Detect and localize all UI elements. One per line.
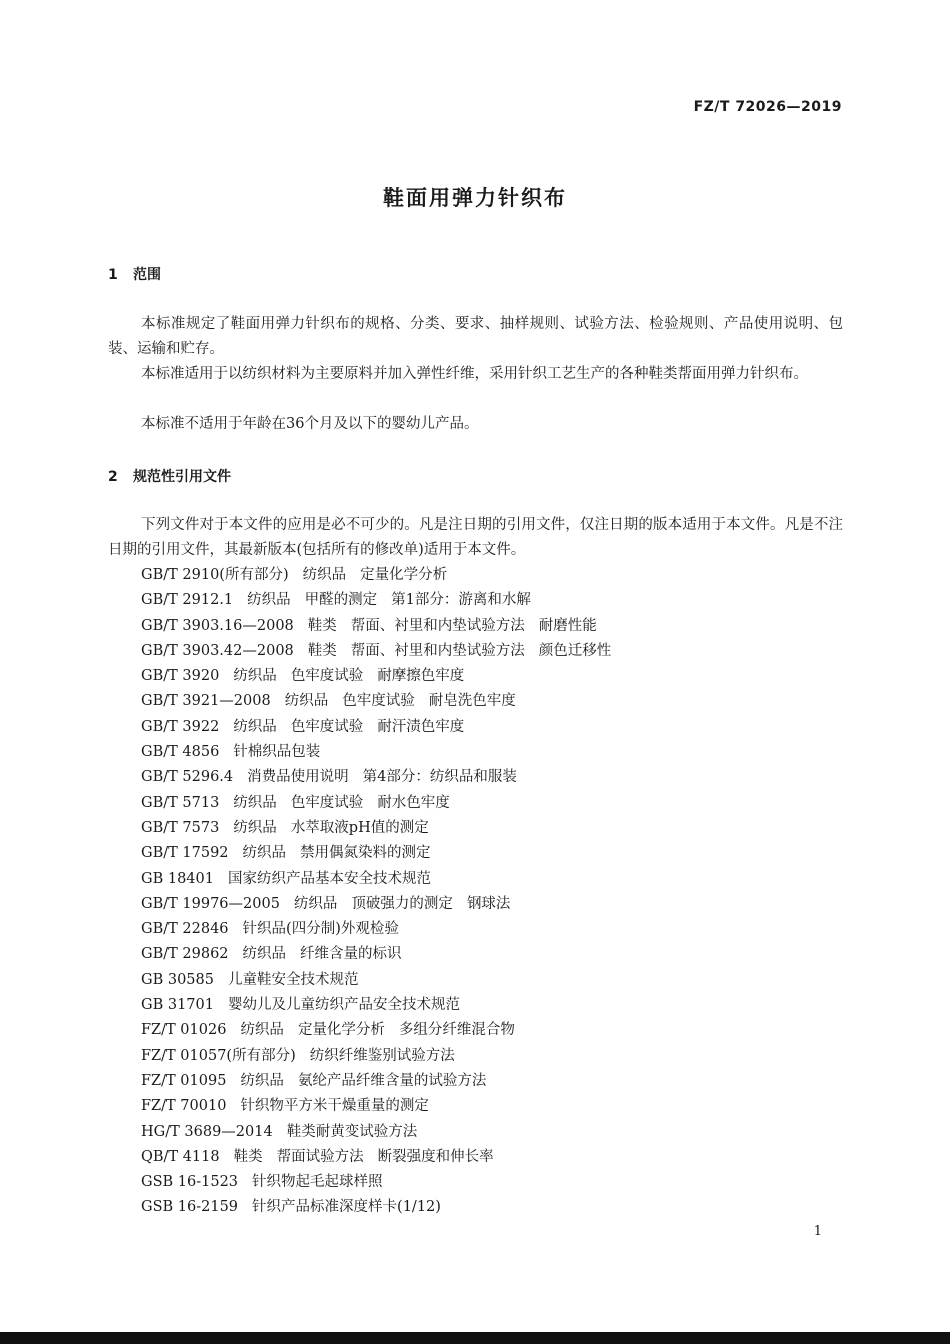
reference-code: GB/T 17592 [141, 845, 229, 862]
reference-list [141, 563, 625, 1221]
reference-code: FZ/T 01057(所有部分) [141, 1047, 296, 1064]
reference-code: GB/T 3920 [141, 668, 220, 685]
reference-code: FZ/T 01026 [141, 1022, 227, 1039]
section-title: 范围 [133, 267, 161, 283]
reference-title-part: 纺织品 [242, 845, 287, 862]
reference-title-part: 色牢度试验 [290, 668, 364, 685]
reference-title-part: 色牢度试验 [290, 794, 364, 811]
reference-title-part: 甲醛的测定 [304, 592, 378, 609]
section-title: 规范性引用文件 [133, 469, 231, 485]
reference-title [247, 769, 531, 785]
reference-title-part: 针织品(四分制)外观检验 [242, 921, 399, 938]
reference-item [141, 1018, 625, 1043]
reference-item [141, 892, 625, 917]
reference-title-part: 氨纶产品纤维含量的试验方法 [297, 1072, 487, 1089]
page-number: 1 [813, 1224, 822, 1239]
reference-code: QB/T 4118 [141, 1148, 220, 1165]
reference-code: GB/T 7573 [141, 819, 220, 836]
reference-code: FZ/T 70010 [141, 1098, 227, 1115]
reference-title-part: 纺织品 [302, 567, 347, 583]
reference-title-part: 耐水色牢度 [377, 794, 450, 811]
reference-title-part: 色牢度试验 [290, 718, 364, 735]
section-1-paragraph: 本标准规定了鞋面用弹力针织布的规格、分类、要求、抽样规则、试验方法、检验规则、产品使用说明、包装、运输和贮存。 [108, 316, 843, 357]
page-title: 鞋面用弹力针织布 [383, 186, 567, 210]
reference-item [141, 740, 625, 765]
reference-code: FZ/T 01095 [141, 1072, 227, 1089]
section-2-heading [108, 466, 231, 486]
reference-code: HG/T 3689—2014 [141, 1123, 273, 1140]
reference-item [141, 917, 625, 942]
reference-title [228, 871, 445, 887]
section-number: 1 [108, 267, 118, 283]
reference-title-part: 耐摩擦色牢度 [377, 668, 465, 685]
reference-title-part: 鞋类 [307, 642, 337, 659]
reference-title [233, 668, 478, 684]
reference-title-part: 针棉织品包装 [233, 744, 321, 761]
reference-item [141, 664, 625, 689]
reference-title-part: 禁用偶氮染料的测定 [300, 845, 431, 862]
reference-item [141, 1170, 625, 1195]
reference-title-part: 纺织品 [233, 668, 277, 685]
reference-title-part: 第1部分：游离和水解 [391, 592, 531, 609]
reference-code: GB 31701 [141, 997, 214, 1014]
reference-title [233, 744, 334, 760]
section-2-paragraph: 下列文件对于本文件的应用是必不可少的。凡是注日期的引用文件，仅注日期的版本适用于本文件。凡是不注日期的引用文件，其最新版本(包括所有的修改单)适用于本文件。 [108, 517, 843, 558]
reference-item [141, 791, 625, 816]
reference-title-part: 鞋类耐黄变试验方法 [286, 1123, 418, 1140]
reference-title-part: 颜色迁移性 [538, 642, 612, 659]
reference-item [141, 614, 625, 639]
reference-title-part: 帮面、衬里和内垫试验方法 [350, 642, 525, 659]
section-1-heading [108, 264, 161, 284]
reference-item [141, 1069, 625, 1094]
reference-title-part: 儿童鞋安全技术规范 [227, 971, 359, 988]
bottom-rule [0, 1332, 950, 1344]
reference-item [141, 639, 625, 664]
reference-title [308, 643, 626, 659]
reference-title-part: 纤维含量的标识 [300, 946, 402, 963]
reference-title-part: 纺织品 [247, 592, 291, 609]
reference-title [228, 972, 373, 988]
section-1-paragraph: 本标准适用于以纺织材料为主要原料并加入弹性纤维，采用针织工艺生产的各种鞋类帮面用弹力针织布。 [141, 366, 808, 382]
reference-code: GB/T 2912.1 [141, 592, 234, 609]
reference-title [233, 719, 478, 735]
reference-item [141, 993, 625, 1018]
doc-code: FZ/T 72026—2019 [693, 99, 842, 115]
reference-title-part: 顶破强力的测定 [351, 895, 453, 912]
reference-item [141, 1120, 625, 1145]
section-1-paragraph: 本标准不适用于年龄在36个月及以下的婴幼儿产品。 [141, 416, 479, 432]
reference-title-part: 帮面试验方法 [276, 1148, 364, 1165]
reference-item [141, 563, 625, 588]
section-number: 2 [108, 469, 118, 485]
reference-title-part: 针织物起毛起球样照 [252, 1174, 383, 1191]
reference-item [141, 689, 625, 714]
reference-title-part: 纺织品 [233, 718, 277, 735]
reference-title [310, 1048, 469, 1064]
reference-item [141, 942, 625, 967]
reference-title-part: 钢球法 [466, 895, 511, 912]
reference-item [141, 968, 625, 993]
reference-title-part: 定量化学分析 [360, 567, 448, 583]
reference-code: GB/T 5713 [141, 794, 220, 811]
reference-title-part: 定量化学分析 [297, 1022, 385, 1039]
reference-title [252, 1174, 397, 1190]
reference-title-part: 纺织品 [240, 1022, 284, 1039]
reference-item [141, 715, 625, 740]
reference-title [233, 820, 442, 836]
reference-code: GB/T 22846 [141, 921, 229, 938]
reference-item [141, 1195, 625, 1220]
reference-title-part: 婴幼儿及儿童纺织产品安全技术规范 [227, 997, 460, 1014]
reference-item [141, 816, 625, 841]
reference-title [240, 1073, 500, 1089]
reference-title [228, 997, 474, 1013]
reference-code: GB/T 3903.16—2008 [141, 617, 294, 634]
reference-title-part: 第4部分：纺织品和服装 [362, 769, 517, 786]
reference-item [141, 1145, 625, 1170]
reference-title-part: 纺织品 [233, 794, 277, 811]
reference-title-part: 纺织品 [242, 946, 287, 963]
reference-item [141, 1044, 625, 1069]
reference-code: GB/T 2910(所有部分) [141, 567, 289, 583]
reference-code: GB/T 29862 [141, 946, 229, 963]
reference-title-part: 纺织品 [284, 693, 329, 710]
reference-title-part: 纺织品 [293, 895, 338, 912]
reference-title-part: 纺织纤维鉴别试验方法 [309, 1047, 455, 1064]
reference-title-part: 鞋类 [307, 617, 337, 634]
reference-title [247, 592, 545, 608]
reference-title-part: 断裂强度和伸长率 [377, 1148, 494, 1165]
reference-title-part: 针织物平方米干燥重量的测定 [240, 1098, 429, 1115]
reference-title [303, 567, 462, 583]
reference-title-part: 鞋类 [233, 1148, 263, 1165]
reference-code: GB/T 19976—2005 [141, 895, 280, 912]
reference-code: GB/T 5296.4 [141, 769, 234, 786]
reference-item [141, 588, 625, 613]
reference-code: GB 18401 [141, 870, 214, 887]
reference-item [141, 841, 625, 866]
reference-title [234, 1149, 508, 1165]
reference-title-part: 多组分纤维混合物 [398, 1022, 515, 1039]
reference-item [141, 765, 625, 790]
reference-title-part: 纺织品 [233, 819, 277, 836]
reference-title-part: 帮面、衬里和内垫试验方法 [350, 617, 525, 634]
reference-title-part: 消费品使用说明 [247, 769, 349, 786]
reference-title [233, 795, 464, 811]
reference-title [240, 1022, 529, 1038]
reference-code: GB/T 4856 [141, 744, 220, 761]
reference-title-part: 耐汗渍色牢度 [377, 718, 465, 735]
reference-title-part: 色牢度试验 [342, 693, 415, 710]
reference-title [308, 618, 611, 634]
reference-title-part: 水萃取液pH值的测定 [290, 819, 429, 836]
reference-item [141, 867, 625, 892]
reference-code: GB/T 3921—2008 [141, 693, 271, 710]
reference-title [243, 921, 413, 937]
reference-item [141, 1094, 625, 1119]
reference-code: GB 30585 [141, 971, 214, 988]
reference-title-part: 纺织品 [240, 1072, 284, 1089]
reference-code: GB/T 3903.42—2008 [141, 642, 294, 659]
reference-title [243, 845, 445, 861]
reference-title [240, 1098, 443, 1114]
reference-title-part: 针织产品标准深度样卡(1/12) [252, 1199, 441, 1216]
reference-title-part: 耐皂洗色牢度 [428, 693, 516, 710]
reference-title-part: 耐磨性能 [538, 617, 597, 634]
reference-title [294, 896, 525, 912]
reference-title [287, 1124, 432, 1140]
reference-code: GSB 16-2159 [141, 1199, 239, 1216]
reference-code: GSB 16-1523 [141, 1174, 239, 1191]
reference-title [243, 946, 416, 962]
reference-title [285, 693, 530, 709]
reference-code: GB/T 3922 [141, 718, 220, 735]
reference-title-part: 国家纺织产品基本安全技术规范 [227, 870, 431, 887]
reference-title [252, 1199, 455, 1215]
